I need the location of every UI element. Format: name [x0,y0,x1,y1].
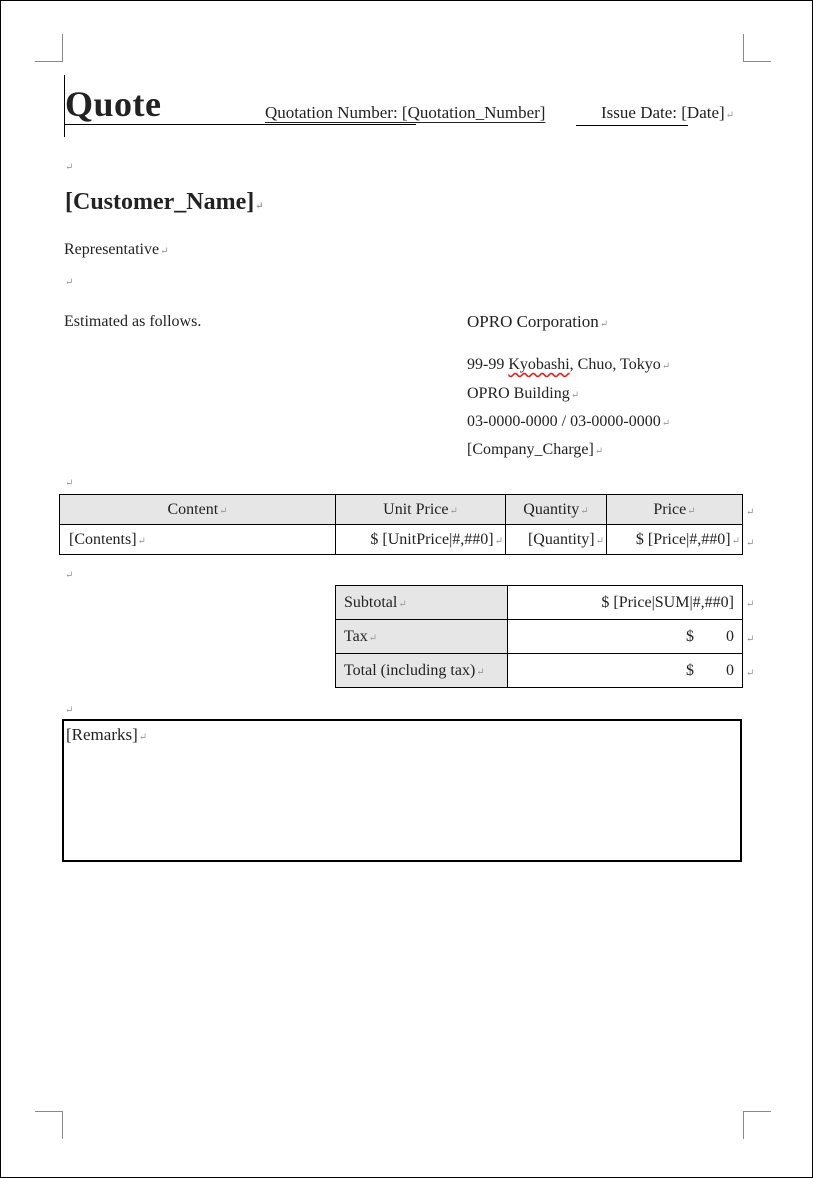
tax-value[interactable]: $ 0 [508,620,743,654]
subtotal-row [336,586,743,620]
items-header-row [60,495,743,525]
paragraph-mark: ↵ [65,478,74,489]
crop-mark-top-left [35,34,63,62]
representative-text: Representative [64,241,160,258]
paragraph-mark: ↵ [661,418,671,429]
crop-mark-top-right [743,34,771,62]
company-building-text: OPRO Building [467,385,570,402]
issue-date[interactable] [601,103,734,123]
paragraph-mark: ↵ [160,246,169,257]
items-table [59,494,743,555]
crop-mark-bottom-left [35,1111,63,1139]
company-phone-text: 03-0000-0000 / 03-0000-0000 [467,413,661,430]
tax-row [336,620,743,654]
paragraph-mark: ↵ [746,507,755,518]
subtotal-label[interactable]: Subtotal↵ [336,586,508,620]
cell-price[interactable]: $ [Price|#,##0]↵ [607,525,743,555]
paragraph-mark: ↵ [725,110,735,121]
company-charge-text: [Company_Charge] [467,441,594,458]
paragraph-mark: ↵ [599,319,609,330]
representative[interactable] [64,241,168,259]
customer-name-text: [Customer_Name] [65,189,255,215]
total-label[interactable]: Total (including tax)↵ [336,654,508,688]
address-street: Kyobashi [508,356,570,373]
subtotal-value[interactable]: $ [Price|SUM|#,##0] [508,586,743,620]
header-unit-price[interactable]: Unit Price↵ [336,495,506,525]
address-number: 99-99 [467,356,505,373]
tax-label[interactable]: Tax↵ [336,620,508,654]
paragraph-mark: ↵ [746,634,755,645]
remarks-box[interactable] [62,719,742,862]
company-name-text: OPRO Corporation [467,312,599,331]
company-phone[interactable] [467,413,670,431]
cell-contents[interactable]: [Contents]↵ [60,525,336,555]
paragraph-mark: ↵ [65,277,74,288]
company-name[interactable] [467,312,608,332]
paragraph-mark: ↵ [65,705,74,716]
address-rest: , Chuo, Tokyo [569,356,661,373]
quotation-number-text: Quotation Number: [Quotation_Number] [265,103,546,122]
intro-text[interactable]: Estimated as follows. [64,313,202,330]
issue-date-text: Issue Date: [Date] [601,103,725,122]
customer-name[interactable] [65,189,264,216]
cell-unit-price[interactable]: $ [UnitPrice|#,##0]↵ [336,525,506,555]
company-building[interactable] [467,385,579,403]
table-row [60,525,743,555]
company-address[interactable] [467,356,670,374]
header-content[interactable]: Content↵ [60,495,336,525]
header-price[interactable]: Price↵ [607,495,743,525]
title-underline [65,124,416,125]
paragraph-mark: ↵ [746,668,755,679]
paragraph-mark: ↵ [570,390,580,401]
cell-quantity[interactable]: [Quantity]↵ [506,525,607,555]
paragraph-mark: ↵ [255,201,264,212]
totals-table [335,585,743,688]
paragraph-mark: ↵ [65,570,74,581]
header-quantity[interactable]: Quantity↵ [506,495,607,525]
quotation-number[interactable] [265,103,545,123]
total-value[interactable]: $ 0 [508,654,743,688]
paragraph-mark: ↵ [65,162,74,173]
paragraph-mark: ↵ [746,599,755,610]
paragraph-mark: ↵ [594,446,604,457]
total-row [336,654,743,688]
remarks-text: [Remarks]↵ [66,725,148,744]
paragraph-mark: ↵ [746,538,755,549]
document-title[interactable]: Quote [65,84,162,124]
company-charge[interactable] [467,441,603,459]
crop-mark-bottom-right [743,1111,771,1139]
paragraph-mark: ↵ [661,361,671,372]
